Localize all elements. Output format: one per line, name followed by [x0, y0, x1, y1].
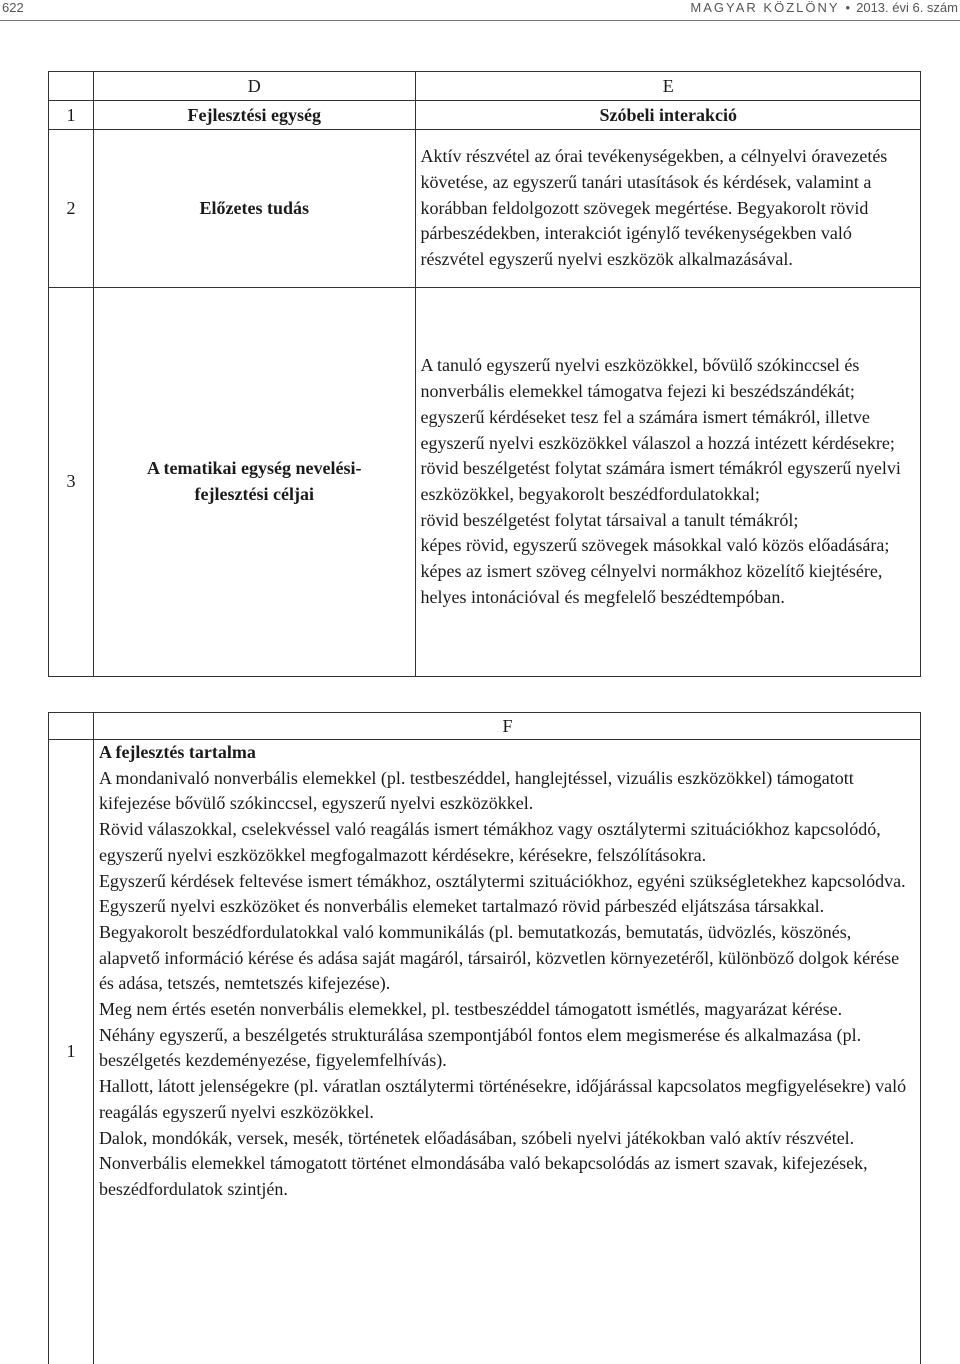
- goal-item: rövid beszélgetést folytat számára ismert témákról egyszerű nyelvi eszközökkel, begyakorolt beszédfordulatokkal;: [420, 458, 901, 504]
- separator-dot: •: [845, 0, 851, 15]
- content-paragraph: Nonverbális elemekkel támogatott történet elmondásába való bekapcsolódás az ismert szavak, kifejezések, beszédfordulatok szintjén.: [98, 1153, 868, 1199]
- section-title: A fejlesztés tartalma: [98, 742, 256, 762]
- table-development-unit: [48, 71, 921, 677]
- goal-item: képes rövid, egyszerű szövegek másokkal való közös előadására;: [420, 535, 890, 556]
- table-development-content: [48, 712, 921, 1364]
- row-number: 1: [49, 740, 94, 1364]
- table-row: [49, 130, 921, 288]
- journal-title: MAGYAR KÖZLÖNY: [690, 0, 840, 15]
- header-rule: [0, 20, 960, 21]
- goals-label-line: fejlesztési céljai: [194, 484, 314, 504]
- issue-label: 2013. évi 6. szám: [856, 0, 958, 15]
- prior-knowledge-text: [415, 130, 920, 288]
- content-paragraph: A mondanivaló nonverbális elemekkel (pl. testbeszéddel, hanglejtéssel, vizuális eszközökkel) támogatott kifejezése bővülő szókinccsel, egyszerű nyelvi eszközökkel.: [98, 767, 854, 814]
- goal-item: egyszerű kérdéseket tesz fel a számára ismert témákról, illetve egyszerű nyelvi eszközökkel válaszol a hozzá intézett kérdésekre;: [420, 406, 895, 453]
- corner-cell: [49, 713, 94, 740]
- content-paragraph: Hallott, látott jelenségekre (pl. váratlan osztálytermi történésekre, időjárással kapcsolatos megfigyelésekre) való reagálás egyszerű nyelvi eszközökkel.: [98, 1076, 907, 1122]
- content-paragraph: Rövid válaszokkal, cselekvéssel való reagálás ismert témákhoz vagy osztálytermi szituációkhoz kapcsolódó, egyszerű nyelvi eszközökkel megfogalmazott kérdésekre, kérésekre, felszólításokra.: [98, 819, 881, 865]
- prior-knowledge-label: Előzetes tudás: [93, 130, 415, 288]
- prior-knowledge-paragraph: Aktív részvétel az órai tevékenységekben, a célnyelvi óravezetés követése, az egyszerű tanári utasítások és kérdések, valamint a korábban feldolgozott szövegek megértése. Begyakorolt rövid párbeszédekben, interakciót igénylő tevékenységekben való részvétel egyszerű nyelvi eszközök alkalmazásával.: [420, 146, 888, 270]
- table-header-row: [49, 72, 921, 101]
- content-paragraph: Dalok, mondókák, versek, mesék, történetek előadásában, szóbeli nyelvi játékokban való aktív részvétel.: [98, 1127, 855, 1148]
- content-paragraph: Egyszerű nyelvi eszközöket és nonverbális elemeket tartalmazó rövid párbeszéd eljátszása társakkal.: [98, 896, 825, 917]
- table-row: [49, 740, 921, 1364]
- content-paragraph: Egyszerű kérdések feltevése ismert témákhoz, osztálytermi szituációkhoz, egyéni szükségletekhez kapcsolódva.: [98, 870, 906, 891]
- table-row: [49, 288, 921, 677]
- unit-label: Fejlesztési egység: [93, 101, 415, 130]
- corner-cell: [49, 72, 94, 101]
- row-number: 2: [49, 130, 94, 288]
- content-paragraph: Meg nem értés esetén nonverbális elemekkel, pl. testbeszéddel támogatott ismétlés, magyarázat kérése.: [98, 999, 843, 1020]
- row-number: 3: [49, 288, 94, 677]
- goal-item: A tanuló egyszerű nyelvi eszközökkel, bővülő szókinccsel és nonverbális elemekkel támogatva fejezi ki beszédszándékát;: [420, 355, 860, 402]
- content-paragraph: Begyakorolt beszédfordulatokkal való kommunikálás (pl. bemutatkozás, bemutatás, üdvözlés, köszönés, alapvető információ kérése és adása saját magáról, társairól, közvetlen környezetéről, különböző dolgok kérése és adása, tetszés, nemtetszés kifejezése).: [98, 921, 900, 994]
- goals-label: [93, 288, 415, 677]
- column-header-d: D: [93, 72, 415, 101]
- content-cell: [93, 740, 920, 1364]
- page-header: [0, 0, 960, 18]
- content-paragraph: Néhány egyszerű, a beszélgetés strukturálása szempontjából fontos elem megismerése és alkalmazása (pl. beszélgetés kezdeményezése, figyelemfelhívás).: [98, 1024, 862, 1071]
- column-header-e: E: [415, 72, 920, 101]
- column-header-f: F: [93, 713, 920, 740]
- running-head: [690, 0, 958, 15]
- goals-label-line: A tematikai egység nevelési-: [147, 458, 362, 479]
- goal-item: rövid beszélgetést folytat társaival a tanult témákról;: [420, 509, 799, 530]
- page-number: 622: [2, 0, 24, 15]
- unit-title: Szóbeli interakció: [415, 101, 920, 130]
- goals-text: [415, 288, 920, 677]
- goal-item: képes az ismert szöveg célnyelvi normákhoz közelítő kiejtésére, helyes intonációval és megfelelő beszédtempóban.: [420, 561, 883, 607]
- table-row: [49, 101, 921, 130]
- table-header-row: [49, 713, 921, 740]
- row-number: 1: [49, 101, 94, 130]
